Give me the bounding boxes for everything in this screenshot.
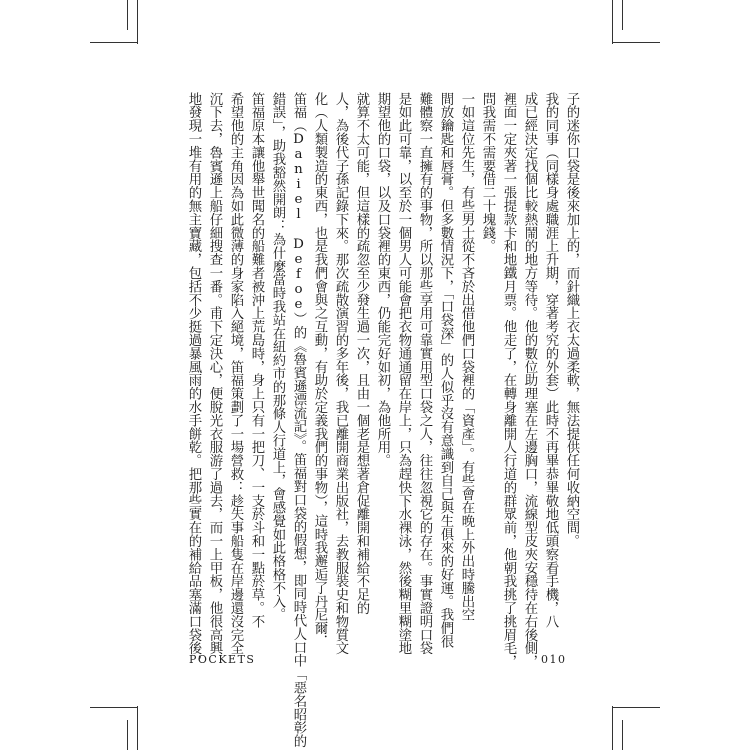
crop-mark-bottom-left-vertical	[127, 720, 128, 750]
text-column-6: 一如這位先生，有些男士從不吝於出借他們口袋裡的「資產」。有些會在晚上外出時騰出空	[459, 92, 474, 622]
text-column-5: 問我需不需要借二十塊錢。	[480, 92, 495, 253]
text-column-4: 裡面一定夾著一張提款卡和地鐵月票。他走了，在轉身離開人行道的群眾前，他朝我挑了挑眉毛，	[501, 92, 516, 669]
crop-mark-top-left-vertical-2	[137, 0, 138, 44]
text-column-1: 子的迷你口袋是後來加上的，而針織上衣太過柔軟，無法提供任何收納空間。	[564, 92, 579, 548]
crop-mark-top-right-vertical-2	[612, 0, 613, 44]
text-column-2: 我的同事（同樣身處職涯上升期，穿著考究的外套）此時不再畢恭畢敬地低頭察看手機，八	[543, 92, 558, 628]
text-column-13: 化（人類製造的東西，也是我們會與之互動，有助於定義我們的事物），這時我邂逅了丹尼爾．	[312, 92, 327, 649]
text-column-9: 是如此可靠，以至於一個男人可能會把衣物通通留在岸上，只為趕快下水裸泳，然後糊里糊塗地	[396, 92, 411, 655]
crop-mark-top-right-vertical	[622, 0, 623, 30]
crop-mark-top-left-horizontal	[90, 42, 137, 43]
crop-mark-bottom-left-vertical-2	[137, 706, 138, 750]
text-column-7: 間放鑰匙和唇膏。但多數情況下，「口袋深」的人似乎沒有意識到自己與生俱來的好運。我們很	[438, 92, 453, 649]
text-column-17: 希望他的主角因為如此微薄的身家陷入絕境，笛福策劃了一場營救：趁失事船隻在岸邊還沒完全	[228, 92, 243, 655]
crop-mark-top-right-horizontal	[612, 42, 660, 43]
text-column-8: 難體察一直擁有的事物，所以那些享用可靠實用型口袋之人，往往忽視它的存在。事實證明口袋	[417, 92, 432, 655]
text-column-14: 笛福（Daniel Defoe）的《魯賓遜漂流記》。笛福對口袋的假想，即同時代人口中「惡名昭彰的	[291, 92, 306, 748]
crop-mark-bottom-right-vertical	[622, 720, 623, 750]
crop-mark-bottom-left-horizontal	[90, 707, 137, 708]
text-column-12: 人，為後代子孫記錄下來。那次疏散演習的多年後，我已離開商業出版社，去教服裝史和物質文	[333, 92, 348, 655]
running-footer-title: POCKETS	[189, 653, 256, 666]
text-column-15: 錯誤」，助我豁然開朗：為什麼當時我站在紐約市的那條人行道上，會感覺如此格格不入。	[270, 92, 285, 622]
text-column-3: 成已經決定找個比較熱鬧的地方等待。他的數位助理塞在左邊胸口，流線型皮夾安穩待在右後側，	[522, 92, 537, 669]
crop-mark-top-left-vertical	[127, 0, 128, 30]
crop-mark-bottom-right-horizontal	[612, 707, 660, 708]
crop-mark-bottom-right-vertical-2	[612, 706, 613, 750]
text-column-11: 就算不太可能，但這樣的疏忽至少發生過一次，且由一個老是想著倉促離開和補給不足的	[354, 92, 369, 615]
text-column-18: 沉下去，魯賓遜上船仔細搜查一番。甫下定決心，便脫光衣服游了過去，而一上甲板，他很高興	[207, 92, 222, 655]
text-column-19: 地發現一堆有用的無主寶藏，包括不少挺過暴風雨的水手餅乾。把那些實在的補給品塞滿口袋後，	[186, 92, 201, 669]
text-column-10: 期望他的口袋，以及口袋裡的東西，仍能完好如初，為他所用。	[375, 92, 390, 468]
text-column-16: 笛福原本讓他舉世聞名的船難者被沖上荒島時，身上只有一把刀、一支菸斗和一點菸草。不	[249, 92, 264, 628]
page-number: 010	[541, 653, 567, 666]
